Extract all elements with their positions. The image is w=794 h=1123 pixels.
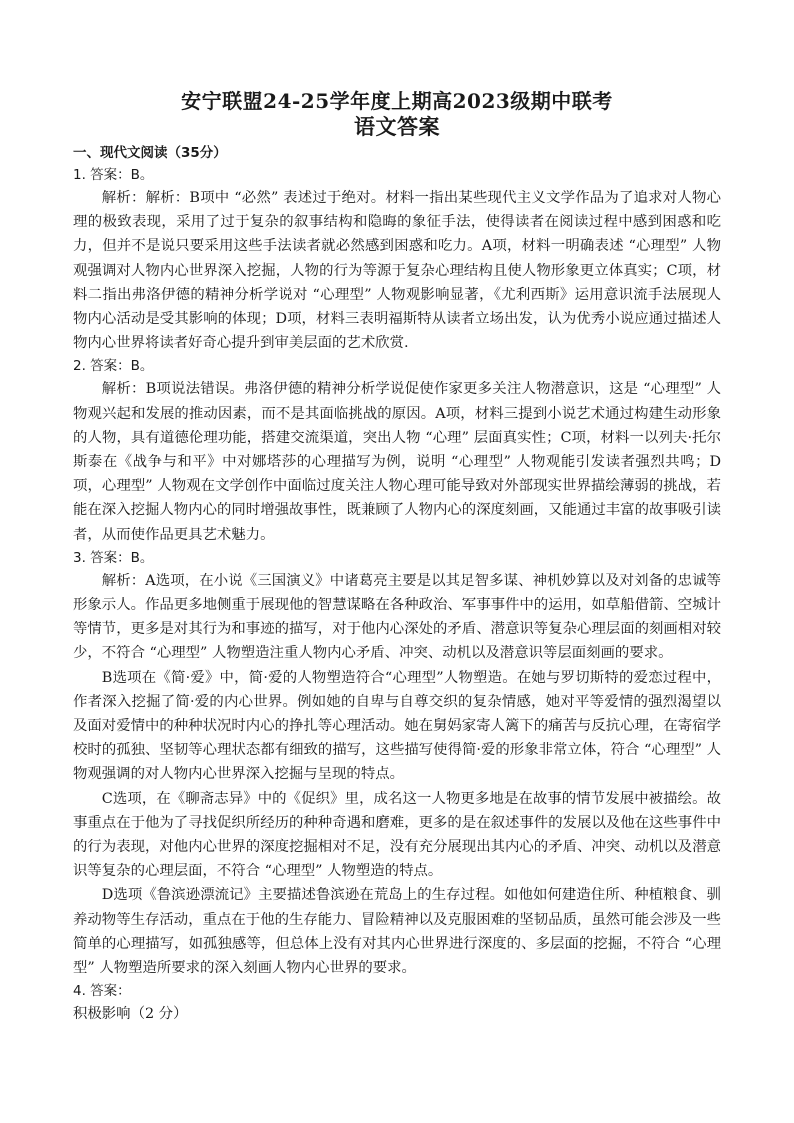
q3-explanation-d: D选项《鲁滨逊漂流记》主要描述鲁滨逊在荒岛上的生存过程。如他如何建造住所、种植粮食、驯养动物等生存活动，重点在于他的生存能力、冒险精神以及克服困难的坚韧品质，虽然可能会涉及一些简单的心理描写，如孤独感等，但总体上没有对其内心世界进行深度的、多层面的挖掘，不符合 “心理型” 人物塑造所要求的深入刻画人物内心世界的要求。: [73, 887, 721, 977]
q3-explanation-b: B选项在《简·爱》中，简·爱的人物塑造符合“心理型”人物塑造。在她与罗切斯特的爱恋过程中，作者深入挖掘了简·爱的内心世界。例如她的自卑与自尊交织的复杂情感，她对平等爱情的强烈渴望以及面对爱情中的种种状况时内心的挣扎等心理活动。她在舅妈家寄人篱下的痛苦与反抗心理，在寄宿学校时的孤独、坚韧等心理状态都有细致的描写，这些描写使得简·爱的形象非常立体，符合 “心理型” 人物观强调的对人物内心世界深入挖掘与呈现的特点。: [73, 669, 721, 783]
q2-explanation: 解析：B项说法错误。弗洛伊德的精神分析学说促使作家更多关注人物潜意识，这是 “心理型” 人物观兴起和发展的推动因素，而不是其面临挑战的原因。A项，材料三提到小说艺术通过构建生动形象的人物，具有道德伦理功能，搭建交流渠道，突出人物 “心理” 层面真实性；C项，材料一以列夫·托尔斯泰在《战争与和平》中对娜塔莎的心理描写为例，说明 “心理型” 人物观能引发读者强烈共鸣；D项，心理型” 人物观在文学创作中面临过度关注人物心理可能导致对外部现实世界描绘薄弱的挑战，若能在深入挖掘人物内心的同时增强故事性，既兼顾了人物内心的深度刻画，又能通过丰富的故事吸引读者，从而使作品更具艺术魅力。: [73, 381, 721, 543]
q2-answer: 2. 答案：B。: [73, 358, 154, 375]
q3-answer: 3. 答案：B。: [73, 549, 154, 566]
q1-explanation: 解析：解析：B项中 “必然” 表述过于绝对。材料一指出某些现代主义文学作品为了追求对人物心理的极致表现，采用了过于复杂的叙事结构和隐晦的象征手法，使得读者在阅读过程中感到困惑和吃力，但并不是说只要采用这些手法读者就必然感到困惑和吃力。A项，材料一明确表述 “心理型” 人物观强调对人物内心世界深入挖掘，人物的行为等源于复杂心理结构且使人物形象更立体真实；C项，材料二指出弗洛伊德的精神分析学说对 “心理型” 人物观影响显著，《尤利西斯》运用意识流手法展现人物内心活动是受其影响的体现；D项，材料三表明福斯特从读者立场出发，认为优秀小说应通过描述人物内心世界将读者好奇心提升到审美层面的艺术欣赏.: [73, 190, 721, 352]
document-subtitle: 语文答案: [354, 114, 440, 139]
q1-answer: 1. 答案：B。: [73, 167, 154, 183]
q4-answer: 4. 答案：: [73, 983, 131, 1000]
q3-explanation-a: 解析：A选项，在小说《三国演义》中诸葛亮主要是以其足智多谋、神机妙算以及对刘备的忠诚等形象示人。作品更多地侧重于展现他的智慧谋略在各种政治、军事事件中的运用，如草船借箭、空城计等情节，更多是对其行为和事迹的描写，对于他内心深处的矛盾、潜意识等复杂心理层面的刻画相对较少，不符合 “心理型” 人物塑造注重人物内心矛盾、冲突、动机以及潜意识等层面刻画的要求。: [73, 572, 721, 662]
q3-explanation-c: C选项，在《聊斋志异》中的《促织》里，成名这一人物更多地是在故事的情节发展中被描绘。故事重点在于他为了寻找促织所经历的种种奇遇和磨难，更多的是在叙述事件的发展以及他在这些事件中的行为表现，对他内心世界的深度挖掘相对不足，没有充分展现出其内心的矛盾、冲突、动机以及潜意识等复杂的心理层面，不符合 “心理型” 人物塑造的特点。: [73, 790, 721, 880]
document-title: 安宁联盟24-25学年度上期高2023级期中联考: [181, 89, 613, 113]
q4-line-1: 积极影响（2 分）: [73, 1006, 188, 1023]
section-heading-reading: 一、现代文阅读（35分）: [73, 145, 227, 161]
